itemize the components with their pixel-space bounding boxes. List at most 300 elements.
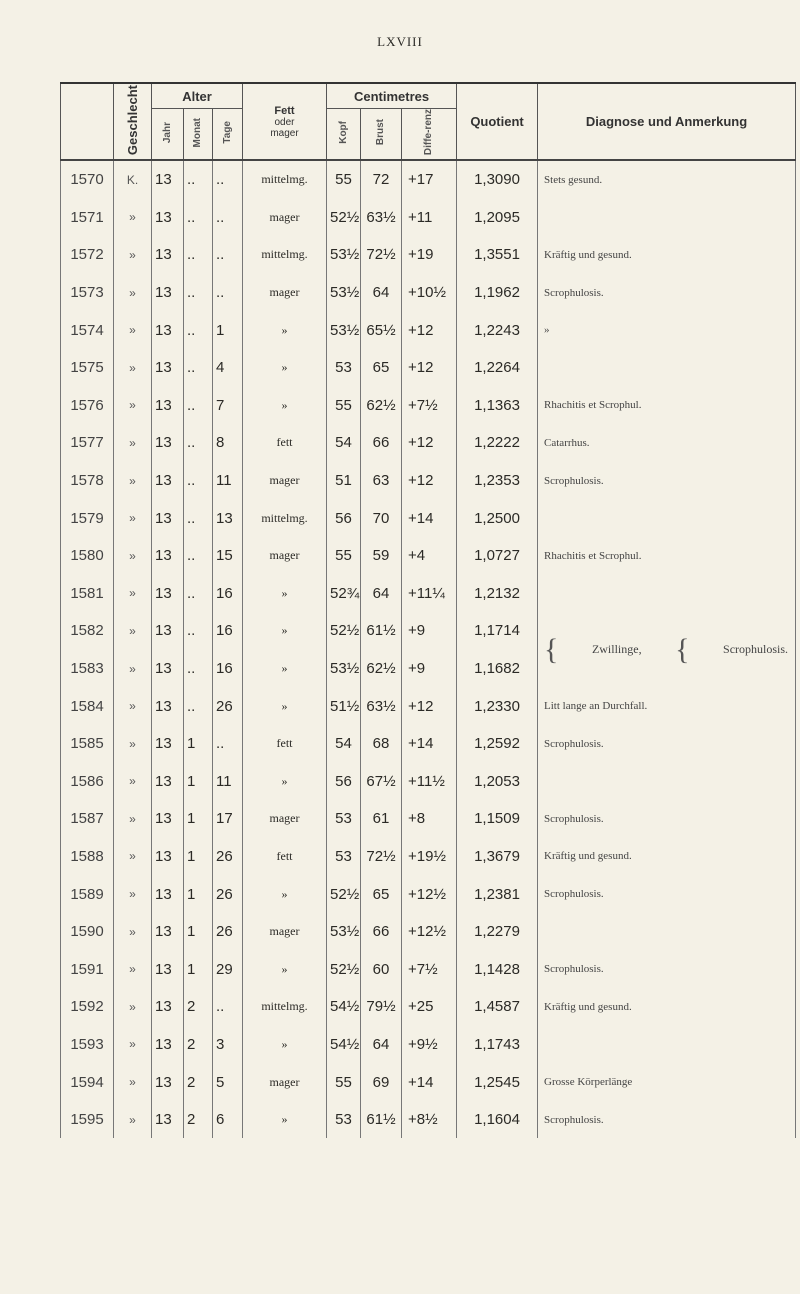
quotient-cell: 1,3551 — [457, 236, 538, 274]
differenz-cell: +14 — [402, 1063, 457, 1101]
brust-cell: 69 — [361, 1063, 402, 1101]
jahr-cell: 13 — [152, 950, 184, 988]
quotient-cell: 1,2132 — [457, 575, 538, 613]
fett-cell: mittelmg. — [243, 160, 327, 199]
table-row — [61, 537, 796, 575]
fett-cell: mager — [243, 537, 327, 575]
monat-cell: 2 — [184, 1026, 213, 1064]
kopf-cell: 51½ — [327, 687, 361, 725]
data-table-container — [60, 82, 795, 1138]
jahr-cell: 13 — [152, 349, 184, 387]
kopf-cell: 53 — [327, 800, 361, 838]
header-geschlecht — [114, 83, 152, 160]
tage-cell: 1 — [213, 311, 243, 349]
brust-cell: 65 — [361, 349, 402, 387]
differenz-cell: +19 — [402, 236, 457, 274]
row-number: 1570 — [61, 160, 114, 199]
fett-cell: fett — [243, 424, 327, 462]
jahr-cell: 13 — [152, 387, 184, 425]
brust-cell: 65½ — [361, 311, 402, 349]
quotient-cell: 1,2330 — [457, 687, 538, 725]
tage-cell: 16 — [213, 650, 243, 688]
differenz-cell: +11¼ — [402, 575, 457, 613]
jahr-cell: 13 — [152, 650, 184, 688]
jahr-cell: 13 — [152, 763, 184, 801]
row-number: 1595 — [61, 1101, 114, 1139]
tage-cell: .. — [213, 725, 243, 763]
tage-cell: 6 — [213, 1101, 243, 1139]
tage-cell: 7 — [213, 387, 243, 425]
fett-cell: mittelmg. — [243, 988, 327, 1026]
row-number: 1579 — [61, 499, 114, 537]
header-monat — [184, 109, 213, 161]
quotient-cell: 1,4587 — [457, 988, 538, 1026]
header-kopf-label: Kopf — [337, 121, 349, 144]
brust-cell: 64 — [361, 274, 402, 312]
jahr-cell: 13 — [152, 462, 184, 500]
brust-cell: 66 — [361, 424, 402, 462]
row-number: 1583 — [61, 650, 114, 688]
brust-cell: 68 — [361, 725, 402, 763]
monat-cell: .. — [184, 160, 213, 199]
fett-cell: » — [243, 1026, 327, 1064]
diagnose-cell: Kräftig und gesund. — [538, 988, 796, 1026]
diagnose-cell — [538, 575, 796, 613]
quotient-cell: 1,1509 — [457, 800, 538, 838]
differenz-cell: +11½ — [402, 763, 457, 801]
brust-cell: 64 — [361, 1026, 402, 1064]
table-row — [61, 499, 796, 537]
jahr-cell: 13 — [152, 499, 184, 537]
geschlecht-cell: » — [114, 650, 152, 688]
kopf-cell: 53½ — [327, 311, 361, 349]
differenz-cell: +7½ — [402, 387, 457, 425]
brust-cell: 59 — [361, 537, 402, 575]
quotient-cell: 1,2592 — [457, 725, 538, 763]
kopf-cell: 55 — [327, 1063, 361, 1101]
tage-cell: 26 — [213, 838, 243, 876]
monat-cell: .. — [184, 462, 213, 500]
table-row — [61, 612, 796, 650]
brust-cell: 60 — [361, 950, 402, 988]
diagnose-cell: Grosse Körperlänge — [538, 1063, 796, 1101]
brust-cell: 70 — [361, 499, 402, 537]
kopf-cell: 55 — [327, 160, 361, 199]
quotient-cell: 1,2222 — [457, 424, 538, 462]
geschlecht-cell: » — [114, 349, 152, 387]
header-centimetres: Centimetres — [327, 83, 457, 109]
tage-cell: 16 — [213, 612, 243, 650]
geschlecht-cell: » — [114, 424, 152, 462]
kopf-cell: 54 — [327, 725, 361, 763]
header-geschlecht-label: Geschlecht — [125, 84, 140, 156]
row-number: 1584 — [61, 687, 114, 725]
table-row — [61, 387, 796, 425]
geschlecht-cell: K. — [114, 160, 152, 199]
fett-cell: » — [243, 1101, 327, 1139]
table-row — [61, 988, 796, 1026]
monat-cell: .. — [184, 349, 213, 387]
differenz-cell: +11 — [402, 199, 457, 237]
jahr-cell: 13 — [152, 1063, 184, 1101]
row-number: 1572 — [61, 236, 114, 274]
diagnose-cell: Scrophulosis. — [538, 462, 796, 500]
monat-cell: .. — [184, 575, 213, 613]
quotient-cell: 1,0727 — [457, 537, 538, 575]
differenz-cell: +19½ — [402, 838, 457, 876]
brust-cell: 62½ — [361, 650, 402, 688]
kopf-cell: 56 — [327, 499, 361, 537]
kopf-cell: 52½ — [327, 199, 361, 237]
fett-cell: mittelmg. — [243, 499, 327, 537]
kopf-cell: 55 — [327, 387, 361, 425]
diagnose-cell: Kräftig und gesund. — [538, 236, 796, 274]
fett-cell: » — [243, 687, 327, 725]
kopf-cell: 52½ — [327, 950, 361, 988]
jahr-cell: 13 — [152, 311, 184, 349]
jahr-cell: 13 — [152, 988, 184, 1026]
jahr-cell: 13 — [152, 687, 184, 725]
jahr-cell: 13 — [152, 725, 184, 763]
diagnose-cell: » — [538, 311, 796, 349]
brust-cell: 72½ — [361, 236, 402, 274]
brust-cell: 63 — [361, 462, 402, 500]
geschlecht-cell: » — [114, 763, 152, 801]
kopf-cell: 53 — [327, 1101, 361, 1139]
tage-cell: .. — [213, 199, 243, 237]
quotient-cell: 1,3679 — [457, 838, 538, 876]
row-number: 1575 — [61, 349, 114, 387]
tage-cell: 4 — [213, 349, 243, 387]
differenz-cell: +17 — [402, 160, 457, 199]
fett-cell: mager — [243, 913, 327, 951]
monat-cell: 2 — [184, 1063, 213, 1101]
monat-cell: 1 — [184, 950, 213, 988]
table-row — [61, 236, 796, 274]
geschlecht-cell: » — [114, 1101, 152, 1139]
differenz-cell: +12 — [402, 462, 457, 500]
brust-cell: 63½ — [361, 199, 402, 237]
table-row — [61, 725, 796, 763]
table-row — [61, 199, 796, 237]
table-row — [61, 875, 796, 913]
diagnose-cell — [538, 612, 796, 687]
diagnose-cell: Stets gesund. — [538, 160, 796, 199]
geschlecht-cell: » — [114, 462, 152, 500]
brace-right: { — [675, 632, 690, 666]
monat-cell: .. — [184, 236, 213, 274]
geschlecht-cell: » — [114, 950, 152, 988]
geschlecht-cell: » — [114, 1063, 152, 1101]
header-brust-label: Brust — [375, 119, 387, 146]
fett-cell: fett — [243, 725, 327, 763]
jahr-cell: 13 — [152, 199, 184, 237]
fett-cell: » — [243, 387, 327, 425]
geschlecht-cell: » — [114, 537, 152, 575]
geschlecht-cell: » — [114, 499, 152, 537]
geschlecht-cell: » — [114, 311, 152, 349]
differenz-cell: +9 — [402, 650, 457, 688]
brust-cell: 66 — [361, 913, 402, 951]
jahr-cell: 13 — [152, 274, 184, 312]
brace-left: { — [544, 632, 559, 666]
differenz-cell: +12½ — [402, 913, 457, 951]
kopf-cell: 52½ — [327, 612, 361, 650]
differenz-cell: +12 — [402, 424, 457, 462]
geschlecht-cell: » — [114, 838, 152, 876]
table-row — [61, 950, 796, 988]
kopf-cell: 53 — [327, 838, 361, 876]
brust-cell: 67½ — [361, 763, 402, 801]
jahr-cell: 13 — [152, 424, 184, 462]
tage-cell: 5 — [213, 1063, 243, 1101]
table-row — [61, 424, 796, 462]
fett-cell: mager — [243, 462, 327, 500]
kopf-cell: 53½ — [327, 274, 361, 312]
monat-cell: .. — [184, 199, 213, 237]
kopf-cell: 54½ — [327, 988, 361, 1026]
header-jahr-label: Jahr — [161, 121, 173, 144]
row-number: 1588 — [61, 838, 114, 876]
row-number: 1591 — [61, 950, 114, 988]
kopf-cell: 54 — [327, 424, 361, 462]
kopf-cell: 53 — [327, 349, 361, 387]
quotient-cell: 1,1363 — [457, 387, 538, 425]
table-row — [61, 160, 796, 199]
tage-cell: 29 — [213, 950, 243, 988]
quotient-cell: 1,2279 — [457, 913, 538, 951]
header-brust — [361, 109, 402, 161]
quotient-cell: 1,1743 — [457, 1026, 538, 1064]
monat-cell: .. — [184, 311, 213, 349]
geschlecht-cell: » — [114, 274, 152, 312]
row-number: 1585 — [61, 725, 114, 763]
diagnose-cell: Kräftig und gesund. — [538, 838, 796, 876]
diagnose-cell: Scrophulosis. — [538, 875, 796, 913]
fett-cell: » — [243, 575, 327, 613]
diagnose-cell: Catarrhus. — [538, 424, 796, 462]
quotient-cell: 1,2053 — [457, 763, 538, 801]
tage-cell: 26 — [213, 687, 243, 725]
brust-cell: 61 — [361, 800, 402, 838]
row-number: 1574 — [61, 311, 114, 349]
kopf-cell: 51 — [327, 462, 361, 500]
twins-note — [544, 632, 792, 666]
geschlecht-cell: » — [114, 1026, 152, 1064]
table-row — [61, 1101, 796, 1139]
fett-cell: » — [243, 763, 327, 801]
row-number: 1582 — [61, 612, 114, 650]
monat-cell: .. — [184, 387, 213, 425]
geschlecht-cell: » — [114, 875, 152, 913]
header-diagnose: Diagnose und Anmerkung — [538, 83, 796, 160]
jahr-cell: 13 — [152, 575, 184, 613]
table-row — [61, 462, 796, 500]
row-number: 1573 — [61, 274, 114, 312]
monat-cell: .. — [184, 687, 213, 725]
monat-cell: 1 — [184, 800, 213, 838]
tage-cell: 11 — [213, 462, 243, 500]
diagnose-cell: Scrophulosis. — [538, 800, 796, 838]
differenz-cell: +9 — [402, 612, 457, 650]
quotient-cell: 1,1682 — [457, 650, 538, 688]
differenz-cell: +10½ — [402, 274, 457, 312]
header-fett-line2: oder — [274, 116, 295, 128]
diagnose-cell — [538, 349, 796, 387]
header-tage-label: Tage — [221, 121, 233, 144]
differenz-cell: +8 — [402, 800, 457, 838]
table-row — [61, 311, 796, 349]
twins-note-right: Scrophulosis. — [723, 642, 789, 657]
diagnose-cell: Scrophulosis. — [538, 274, 796, 312]
geschlecht-cell: » — [114, 725, 152, 763]
fett-cell: fett — [243, 838, 327, 876]
kopf-cell: 56 — [327, 763, 361, 801]
fett-cell: » — [243, 612, 327, 650]
kopf-cell: 52¾ — [327, 575, 361, 613]
differenz-cell: +12 — [402, 687, 457, 725]
row-number: 1589 — [61, 875, 114, 913]
row-number: 1577 — [61, 424, 114, 462]
kopf-cell: 52½ — [327, 875, 361, 913]
row-number: 1590 — [61, 913, 114, 951]
header-fett-line1: Fett — [274, 104, 295, 117]
tage-cell: .. — [213, 160, 243, 199]
quotient-cell: 1,1428 — [457, 950, 538, 988]
table-row — [61, 687, 796, 725]
quotient-cell: 1,1962 — [457, 274, 538, 312]
kopf-cell: 53½ — [327, 650, 361, 688]
jahr-cell: 13 — [152, 1026, 184, 1064]
jahr-cell: 13 — [152, 236, 184, 274]
diagnose-cell — [538, 913, 796, 951]
row-number: 1586 — [61, 763, 114, 801]
differenz-cell: +14 — [402, 499, 457, 537]
monat-cell: 2 — [184, 1101, 213, 1139]
differenz-cell: +8½ — [402, 1101, 457, 1139]
table-row — [61, 575, 796, 613]
fett-cell: » — [243, 950, 327, 988]
differenz-cell: +14 — [402, 725, 457, 763]
jahr-cell: 13 — [152, 160, 184, 199]
differenz-cell: +12 — [402, 349, 457, 387]
brust-cell: 64 — [361, 575, 402, 613]
monat-cell: 2 — [184, 988, 213, 1026]
geschlecht-cell: » — [114, 687, 152, 725]
row-number: 1581 — [61, 575, 114, 613]
table-row — [61, 1026, 796, 1064]
tage-cell: 26 — [213, 875, 243, 913]
kopf-cell: 55 — [327, 537, 361, 575]
tage-cell: 15 — [213, 537, 243, 575]
quotient-cell: 1,3090 — [457, 160, 538, 199]
header-alter: Alter — [152, 83, 243, 109]
tage-cell: 26 — [213, 913, 243, 951]
quotient-cell: 1,2381 — [457, 875, 538, 913]
quotient-cell: 1,2243 — [457, 311, 538, 349]
quotient-cell: 1,2264 — [457, 349, 538, 387]
diagnose-cell: Rhachitis et Scrophul. — [538, 537, 796, 575]
row-number: 1594 — [61, 1063, 114, 1101]
brust-cell: 61½ — [361, 1101, 402, 1139]
geschlecht-cell: » — [114, 988, 152, 1026]
header-fett — [243, 83, 327, 160]
geschlecht-cell: » — [114, 612, 152, 650]
jahr-cell: 13 — [152, 537, 184, 575]
geschlecht-cell: » — [114, 236, 152, 274]
monat-cell: .. — [184, 537, 213, 575]
row-number: 1576 — [61, 387, 114, 425]
header-monat-label: Monat — [192, 117, 203, 148]
geschlecht-cell: » — [114, 387, 152, 425]
row-number: 1571 — [61, 199, 114, 237]
diagnose-cell: Rhachitis et Scrophul. — [538, 387, 796, 425]
fett-cell: » — [243, 349, 327, 387]
brust-cell: 63½ — [361, 687, 402, 725]
twins-note-left: Zwillinge, — [591, 642, 642, 657]
brust-cell: 62½ — [361, 387, 402, 425]
header-number-column — [61, 83, 114, 160]
brust-cell: 72 — [361, 160, 402, 199]
diagnose-cell — [538, 499, 796, 537]
kopf-cell: 53½ — [327, 913, 361, 951]
jahr-cell: 13 — [152, 1101, 184, 1139]
brust-cell: 72½ — [361, 838, 402, 876]
header-jahr — [152, 109, 184, 161]
quotient-cell: 1,1714 — [457, 612, 538, 650]
table-body — [61, 160, 796, 1138]
fett-cell: » — [243, 650, 327, 688]
fett-cell: mager — [243, 800, 327, 838]
header-fett-line3: mager — [270, 127, 299, 139]
header-quotient: Quotient — [457, 83, 538, 160]
table-header — [61, 83, 796, 160]
diagnose-cell — [538, 1026, 796, 1064]
fett-cell: » — [243, 875, 327, 913]
jahr-cell: 13 — [152, 913, 184, 951]
quotient-cell: 1,2500 — [457, 499, 538, 537]
table-row — [61, 838, 796, 876]
kopf-cell: 53½ — [327, 236, 361, 274]
header-tage — [213, 109, 243, 161]
fett-cell: mager — [243, 274, 327, 312]
jahr-cell: 13 — [152, 875, 184, 913]
quotient-cell: 1,2095 — [457, 199, 538, 237]
quotient-cell: 1,2353 — [457, 462, 538, 500]
page-number: LXVIII — [377, 34, 423, 49]
differenz-cell: +25 — [402, 988, 457, 1026]
differenz-cell: +9½ — [402, 1026, 457, 1064]
diagnose-cell: Scrophulosis. — [538, 1101, 796, 1139]
differenz-cell: +4 — [402, 537, 457, 575]
monat-cell: .. — [184, 424, 213, 462]
geschlecht-cell: » — [114, 800, 152, 838]
table-row — [61, 349, 796, 387]
table-row — [61, 1063, 796, 1101]
header-differenz-label: Diffe-renz — [423, 109, 435, 156]
differenz-cell: +12½ — [402, 875, 457, 913]
fett-cell: » — [243, 311, 327, 349]
monat-cell: 1 — [184, 725, 213, 763]
monat-cell: 1 — [184, 763, 213, 801]
tage-cell: 17 — [213, 800, 243, 838]
jahr-cell: 13 — [152, 838, 184, 876]
geschlecht-cell: » — [114, 575, 152, 613]
monat-cell: 1 — [184, 875, 213, 913]
monat-cell: 1 — [184, 838, 213, 876]
differenz-cell: +7½ — [402, 950, 457, 988]
diagnose-cell — [538, 199, 796, 237]
